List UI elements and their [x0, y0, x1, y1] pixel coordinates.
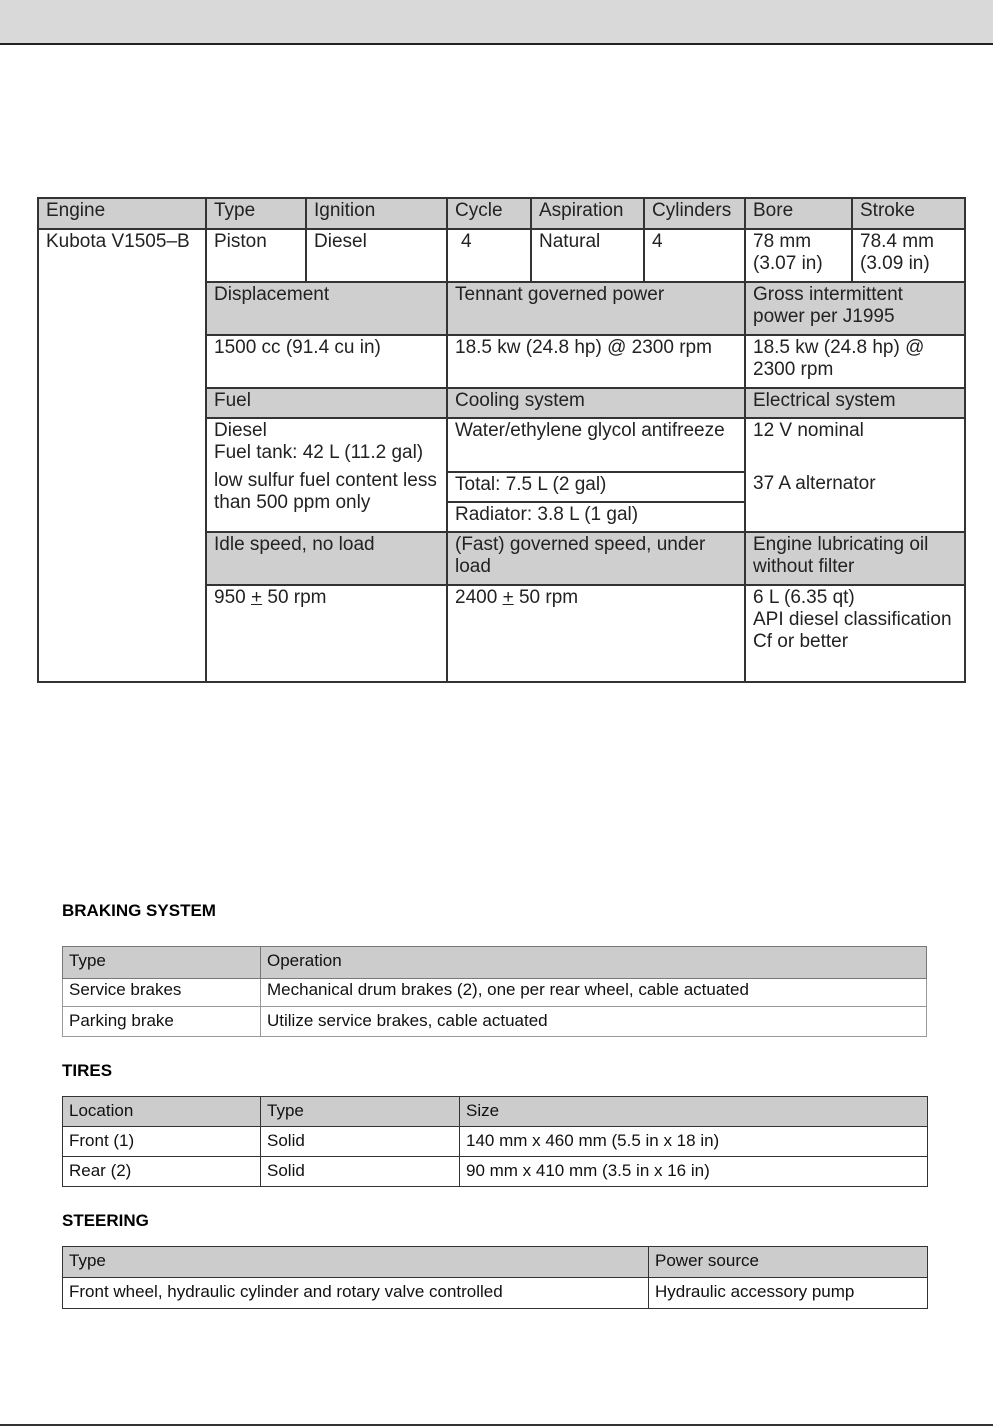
cylinders-value: 4 — [644, 229, 745, 282]
engine-type-value: Piston — [206, 229, 306, 282]
header-size: Size — [460, 1097, 928, 1127]
gross-power-label: Gross intermittent power per J1995 — [745, 282, 965, 335]
bore-value: 78 mm (3.07 in) — [745, 229, 852, 282]
header-type: Type — [63, 947, 261, 979]
cell: Hydraulic accessory pump — [649, 1278, 928, 1309]
steering-title: STEERING — [62, 1211, 149, 1230]
oil-label: Engine lubricating oil without filter — [745, 532, 965, 585]
cycle-value: 4 — [447, 229, 531, 282]
table-row — [63, 1127, 928, 1157]
braking-title: BRAKING SYSTEM — [62, 901, 216, 920]
coolant-value: Water/ethylene glycol antifreeze — [447, 418, 745, 472]
table-row — [63, 1007, 927, 1037]
table-header-row — [63, 947, 927, 979]
header-cycle: Cycle — [447, 198, 531, 229]
table-row — [63, 1157, 928, 1187]
braking-table — [62, 946, 927, 1037]
cell: Utilize service brakes, cable actuated — [261, 1007, 927, 1037]
cell: Front (1) — [63, 1127, 261, 1157]
plus-minus-symbol: + — [250, 587, 263, 608]
fuel-value — [206, 418, 447, 532]
ignition-value: Diesel — [306, 229, 447, 282]
cell: Service brakes — [63, 979, 261, 1007]
header-location: Location — [63, 1097, 261, 1127]
table-row — [63, 979, 927, 1007]
header-power-source: Power source — [649, 1247, 928, 1278]
gross-power-value: 18.5 kw (24.8 hp) @ 2300 rpm — [745, 335, 965, 388]
governed-power-label: Tennant governed power — [447, 282, 745, 335]
cell: Rear (2) — [63, 1157, 261, 1187]
header-ignition: Ignition — [306, 198, 447, 229]
cell: 140 mm x 460 mm (5.5 in x 18 in) — [460, 1127, 928, 1157]
page-header-bar — [0, 0, 993, 45]
displacement-value: 1500 cc (91.4 cu in) — [206, 335, 447, 388]
governed-power-value: 18.5 kw (24.8 hp) @ 2300 rpm — [447, 335, 745, 388]
alternator-value: 37 A alternator — [745, 472, 965, 532]
header-type: Type — [261, 1097, 460, 1127]
table-row — [63, 1278, 928, 1309]
engine-model: Kubota V1505–B — [38, 229, 206, 682]
idle-speed-label: Idle speed, no load — [206, 532, 447, 585]
cooling-total: Total: 7.5 L (2 gal) — [447, 472, 745, 502]
fuel-type: Diesel — [214, 420, 267, 441]
oil-classification: API diesel classification Cf or better — [753, 609, 952, 652]
engine-header-row — [38, 198, 965, 229]
cell: Solid — [261, 1127, 460, 1157]
engine-values-row — [38, 229, 965, 282]
tires-title: TIRES — [62, 1061, 113, 1080]
plus-minus-symbol: + — [502, 587, 514, 608]
cell: Solid — [261, 1157, 460, 1187]
header-operation: Operation — [261, 947, 927, 979]
cell: Mechanical drum brakes (2), one per rear wheel, cable actuated — [261, 979, 927, 1007]
idle-speed-value: 950 + 50 rpm — [206, 585, 447, 682]
cooling-radiator: Radiator: 3.8 L (1 gal) — [447, 502, 745, 532]
fuel-label: Fuel — [206, 388, 447, 418]
cooling-label: Cooling system — [447, 388, 745, 418]
header-engine: Engine — [38, 198, 206, 229]
fast-speed-label: (Fast) governed speed, under load — [447, 532, 745, 585]
table-header-row — [63, 1247, 928, 1278]
stroke-value: 78.4 mm (3.09 in) — [852, 229, 965, 282]
header-cylinders: Cylinders — [644, 198, 745, 229]
cell: Parking brake — [63, 1007, 261, 1037]
header-bore: Bore — [745, 198, 852, 229]
electrical-label: Electrical system — [745, 388, 965, 418]
electrical-nominal: 12 V nominal — [745, 418, 965, 472]
displacement-label: Displacement — [206, 282, 447, 335]
steering-table — [62, 1246, 928, 1309]
tires-table — [62, 1096, 928, 1187]
cell: 90 mm x 410 mm (3.5 in x 16 in) — [460, 1157, 928, 1187]
page-footer-rule — [0, 1424, 993, 1426]
engine-specs-table — [37, 197, 966, 683]
cell: Front wheel, hydraulic cylinder and rotary valve controlled — [63, 1278, 649, 1309]
header-type: Type — [206, 198, 306, 229]
header-type: Type — [63, 1247, 649, 1278]
aspiration-value: Natural — [531, 229, 644, 282]
oil-capacity: 6 L (6.35 qt) — [753, 587, 855, 608]
table-header-row — [63, 1097, 928, 1127]
fuel-tank: Fuel tank: 42 L (11.2 gal) — [214, 442, 424, 463]
fast-speed-value: 2400 + 50 rpm — [447, 585, 745, 682]
oil-value — [745, 585, 965, 682]
header-aspiration: Aspiration — [531, 198, 644, 229]
header-stroke: Stroke — [852, 198, 965, 229]
fuel-sulfur-note: low sulfur fuel content less than 500 ppm only — [214, 470, 437, 513]
